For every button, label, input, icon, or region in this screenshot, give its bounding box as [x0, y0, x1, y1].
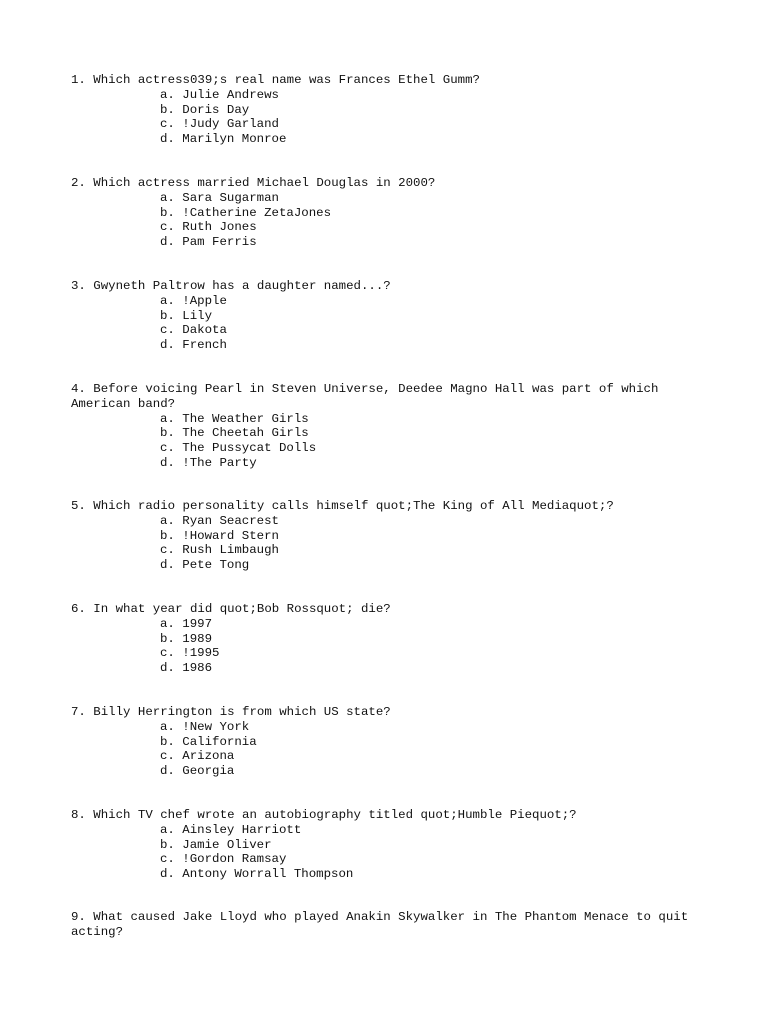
- answer-option-b: b. Lily: [160, 308, 213, 323]
- answer-option-c: c. Dakota: [160, 323, 227, 338]
- answer-option-d: d. Pete Tong: [160, 558, 250, 573]
- answer-option-a: a. Julie Andrews: [160, 87, 279, 102]
- answer-option-a: a. The Weather Girls: [160, 411, 309, 426]
- answer-options: [71, 514, 711, 573]
- question-text: 6. In what year did quot;Bob Rossquot; die?: [71, 602, 391, 616]
- answer-option-c: c. Rush Limbaugh: [160, 543, 279, 558]
- answer-options: [71, 191, 711, 250]
- question-text: 8. Which TV chef wrote an autobiography titled quot;Humble Piequot;?: [71, 808, 577, 822]
- question-text: 7. Billy Herrington is from which US state?: [71, 705, 391, 719]
- question-1: [71, 73, 711, 147]
- question-4: [71, 382, 711, 471]
- question-text: 5. Which radio personality calls himself quot;The King of All Mediaquot;?: [71, 499, 614, 513]
- question-6: [71, 602, 711, 676]
- answer-option-c: c. Ruth Jones: [160, 220, 257, 235]
- answer-option-b: b. 1989: [160, 631, 213, 646]
- answer-options: [71, 823, 711, 882]
- answer-option-d: d. Antony Worrall Thompson: [160, 867, 354, 882]
- answer-option-b: b. !Howard Stern: [160, 528, 279, 543]
- answer-option-a: a. Sara Sugarman: [160, 190, 279, 205]
- answer-option-c: c. The Pussycat Dolls: [160, 441, 317, 456]
- answer-options: [71, 412, 711, 471]
- answer-option-a: a. 1997: [160, 616, 213, 631]
- question-text: 4. Before voicing Pearl in Steven Universe, Deedee Magno Hall was part of which American band?: [71, 382, 666, 411]
- question-8: [71, 808, 711, 882]
- question-text: 1. Which actress039;s real name was Frances Ethel Gumm?: [71, 73, 480, 87]
- answer-option-c: c. Arizona: [160, 749, 235, 764]
- answer-options: [71, 720, 711, 779]
- answer-option-d: d. !The Party: [160, 455, 257, 470]
- answer-option-c: c. !1995: [160, 646, 220, 661]
- answer-options: [71, 617, 711, 676]
- answer-option-a: a. !New York: [160, 719, 250, 734]
- question-3: [71, 279, 711, 353]
- question-text: 2. Which actress married Michael Douglas in 2000?: [71, 176, 436, 190]
- answer-option-b: b. The Cheetah Girls: [160, 426, 309, 441]
- answer-option-c: c. !Gordon Ramsay: [160, 852, 287, 867]
- answer-option-d: d. 1986: [160, 661, 213, 676]
- answer-option-b: b. California: [160, 734, 257, 749]
- answer-option-d: d. French: [160, 338, 227, 353]
- answer-option-a: a. !Apple: [160, 293, 227, 308]
- answer-option-b: b. Jamie Oliver: [160, 837, 272, 852]
- answer-options: [71, 88, 711, 147]
- answer-option-a: a. Ainsley Harriott: [160, 822, 302, 837]
- answer-options: [71, 294, 711, 353]
- answer-option-a: a. Ryan Seacrest: [160, 513, 279, 528]
- question-9: [71, 910, 711, 940]
- answer-option-b: b. !Catherine ZetaJones: [160, 205, 332, 220]
- question-text: 9. What caused Jake Lloyd who played Anakin Skywalker in The Phantom Menace to quit acting?: [71, 910, 696, 939]
- answer-option-d: d. Georgia: [160, 764, 235, 779]
- question-7: [71, 705, 711, 779]
- question-2: [71, 176, 711, 250]
- answer-option-d: d. Marilyn Monroe: [160, 132, 287, 147]
- question-text: 3. Gwyneth Paltrow has a daughter named...?: [71, 279, 391, 293]
- question-5: [71, 499, 711, 573]
- answer-option-d: d. Pam Ferris: [160, 235, 257, 250]
- answer-option-c: c. !Judy Garland: [160, 117, 279, 132]
- answer-option-b: b. Doris Day: [160, 102, 250, 117]
